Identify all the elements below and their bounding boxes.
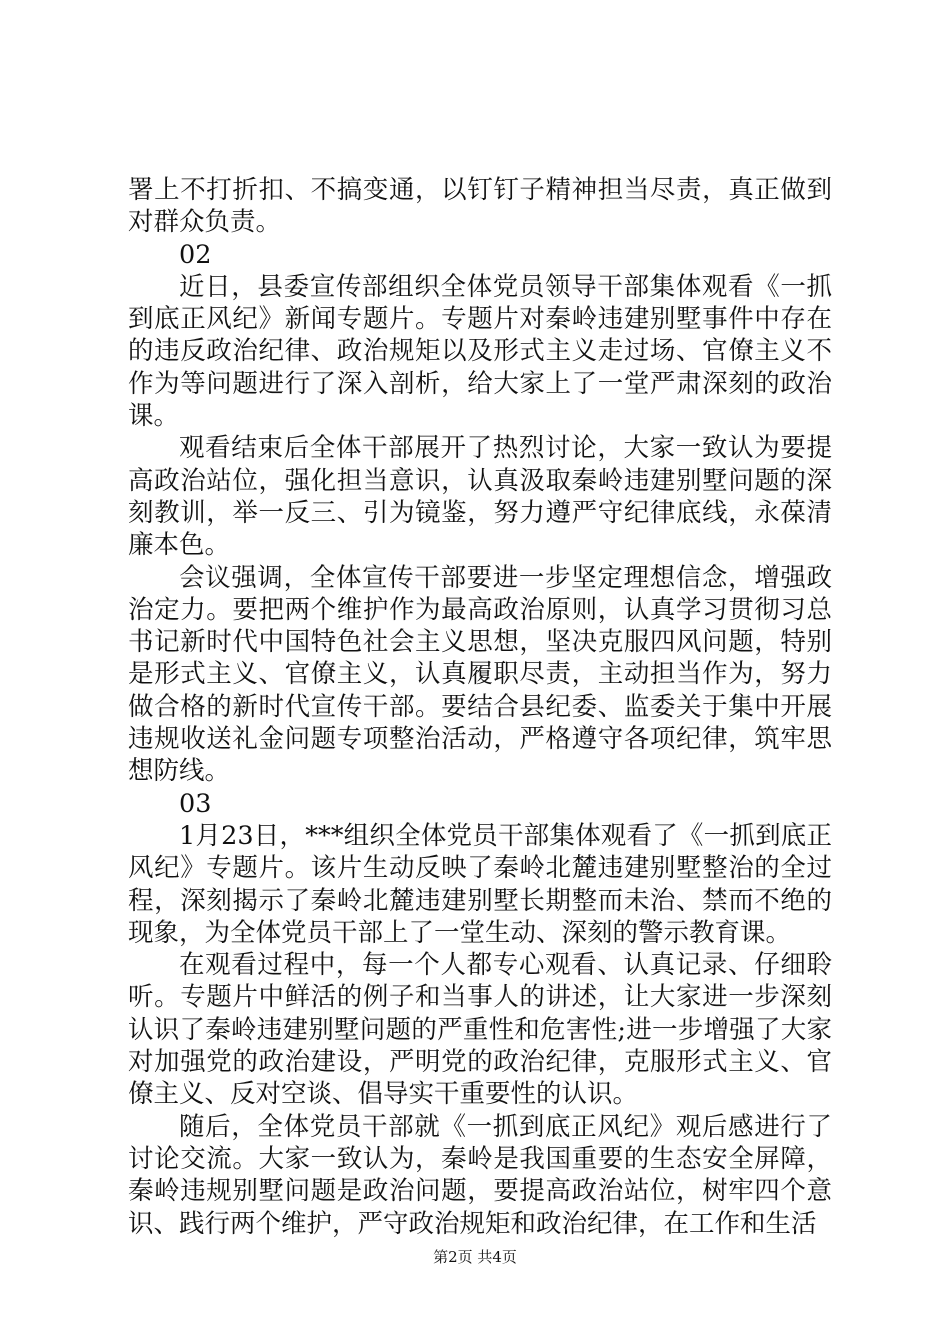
- page-footer: 第2页 共4页: [433, 1248, 517, 1266]
- section-number-02: 02: [179, 239, 212, 270]
- section-number-03: 03: [179, 788, 212, 819]
- paragraph-3: 观看结束后全体干部展开了热烈讨论，大家一致认为要提高政治站位，强化担当意识，认真汲取秦岭违建别墅问题的深刻教训，举一反三、引为镜鉴，努力遵严守纪律底线，永葆清廉本色。: [128, 433, 832, 561]
- paragraph-2: 近日，县委宣传部组织全体党员领导干部集体观看《一抓到底正风纪》新闻专题片。专题片对秦岭违建别墅事件中存在的违反政治纪律、政治规矩以及形式主义走过场、官僚主义不作为等问题进行了深入剖析，给大家上了一堂严肃深刻的政治课。: [128, 271, 832, 432]
- paragraph-1: 署上不打折扣、不搞变通，以钉钉子精神担当尽责，真正做到对群众负责。: [128, 175, 832, 238]
- paragraph-5: 1月23日，***组织全体党员干部集体观看了《一抓到底正风纪》专题片。该片生动反映了秦岭北麓违建别墅整治的全过程，深刻揭示了秦岭北麓违建别墅长期整而未治、禁而不绝的现象，为全体党员干部上了一堂生动、深刻的警示教育课。: [128, 820, 832, 948]
- document-body: [128, 174, 832, 1240]
- paragraph-4: 会议强调，全体宣传干部要进一步坚定理想信念，增强政治定力。要把两个维护作为最高政治原则，认真学习贯彻习总书记新时代中国特色社会主义思想，坚决克服四风问题，特别是形式主义、官僚主义，认真履职尽责，主动担当作为，努力做合格的新时代宣传干部。要结合县纪委、监委关于集中开展违规收送礼金问题专项整治活动，严格遵守各项纪律，筑牢思想防线。: [128, 562, 832, 787]
- paragraph-7: 随后，全体党员干部就《一抓到底正风纪》观后感进行了讨论交流。大家一致认为，秦岭是我国重要的生态安全屏障，秦岭违规别墅问题是政治问题，要提高政治站位，树牢四个意识、践行两个维护，严守政治规矩和政治纪律，在工作和生活: [128, 1111, 832, 1239]
- paragraph-6: 在观看过程中，每一个人都专心观看、认真记录、仔细聆听。专题片中鲜活的例子和当事人的讲述，让大家进一步深刻认识了秦岭违建别墅问题的严重性和危害性;进一步增强了大家对加强党的政治建设，严明党的政治纪律，克服形式主义、官僚主义、反对空谈、倡导实干重要性的认识。: [128, 950, 832, 1110]
